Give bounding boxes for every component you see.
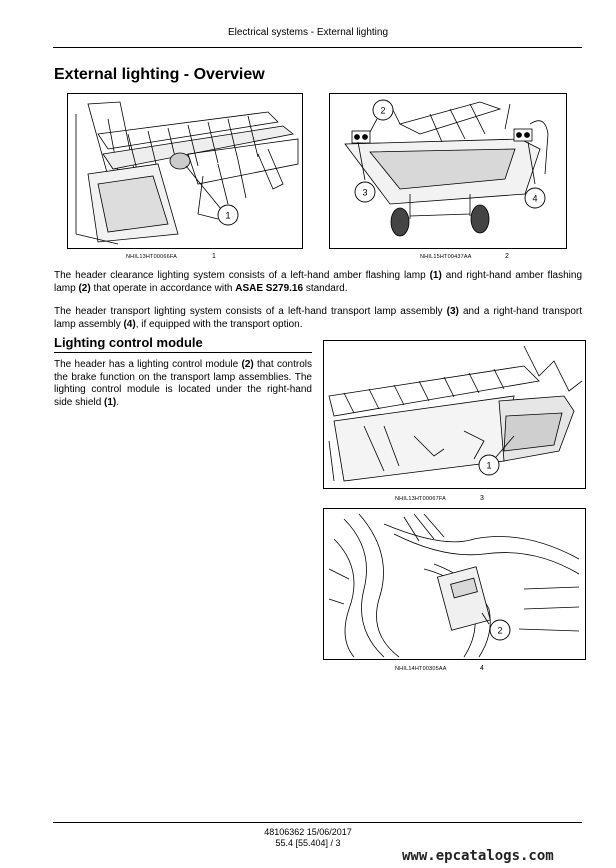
running-header: Electrical systems - External lighting: [227, 27, 389, 38]
callout-2: [373, 100, 393, 120]
paragraph-clearance-lighting: The header clearance lighting system consists of a left-hand amber flashing lamp (1) and right-hand amber flashing lamp (2) that operate in accordance with ASAE S279.16 standard.: [54, 270, 583, 294]
callout-4: [525, 188, 545, 208]
section-rule: [54, 352, 312, 353]
callout-3: [355, 182, 375, 202]
callout-1: [218, 205, 238, 225]
figure-2-code: NHIL15HT00437AA: [420, 254, 472, 260]
section-title: Lighting control module: [54, 335, 203, 350]
page-title: External lighting - Overview: [54, 66, 265, 83]
figure-4-number: 4: [480, 665, 484, 672]
figure-2-image: [329, 93, 567, 249]
callout-2: [490, 620, 510, 640]
callout-label: 1: [225, 210, 231, 221]
callout-label: 1: [486, 460, 492, 471]
figure-3-image: [323, 340, 586, 489]
footer-rule: [53, 822, 582, 823]
callout-1: [479, 455, 499, 475]
callout-label: 3: [362, 187, 368, 198]
lighting-control-module-illustration: [324, 509, 585, 659]
figure-1-image: [67, 93, 303, 249]
figure-1-code: NHIL13HT00066FA: [126, 254, 177, 260]
watermark: www.epcatalogs.com: [402, 848, 554, 864]
header-rule: [53, 47, 582, 48]
callout-label: 4: [532, 193, 538, 204]
footer-doc-ref: 48106362 15/06/2017: [264, 827, 352, 837]
right-hand-side-shield-illustration: [324, 341, 585, 488]
figure-4-code: NHIL14HT00305AA: [395, 666, 447, 672]
paragraph-lighting-control-module: The header has a lighting control module (2) that controls the brake function on the transport lamp assemblies. The lighting control module is located under the right-hand side shield (1).: [54, 359, 312, 408]
callout-label: 2: [497, 625, 503, 636]
header-left-side-illustration: [68, 94, 302, 248]
figure-4-image: [323, 508, 586, 660]
footer-page-number: 55.4 [55.404] / 3: [275, 838, 341, 848]
header-transport-lamps-illustration: [330, 94, 566, 248]
callout-label: 2: [380, 105, 386, 116]
figure-2-number: 2: [505, 253, 509, 260]
figure-1-number: 1: [212, 253, 216, 260]
paragraph-transport-lighting: The header transport lighting system consists of a left-hand transport lamp assembly (3) and a right-hand transport lamp assembly (4), if equipped with the transport option.: [54, 306, 582, 330]
figure-3-number: 3: [480, 495, 484, 502]
figure-3-code: NHIL13HT00067FA: [395, 496, 446, 502]
